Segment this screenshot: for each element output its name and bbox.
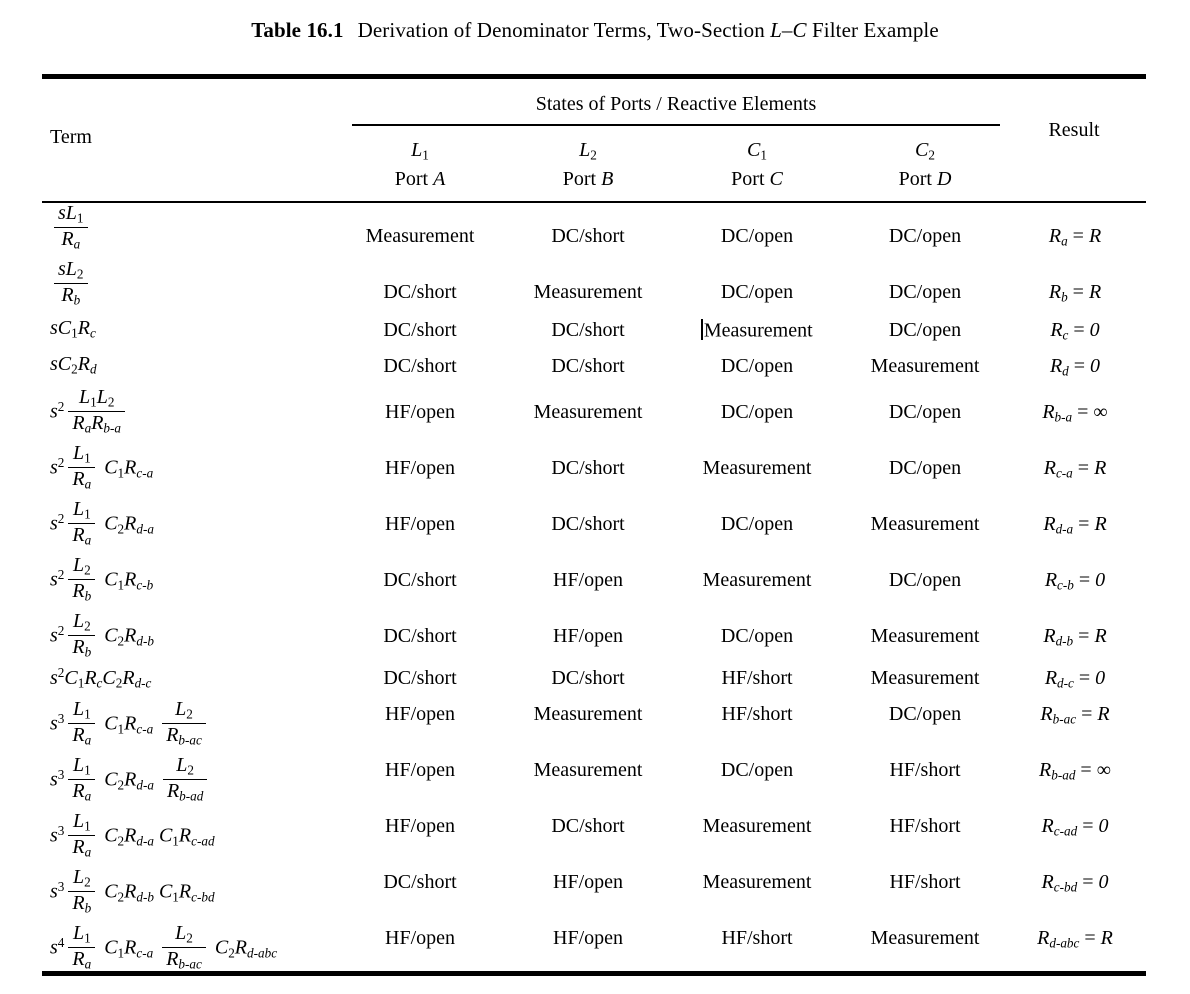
header-column-symbol: $C_1$ — [747, 139, 767, 163]
state-cell: HF/open — [553, 927, 623, 949]
header-column-symbol: $C_2$ — [915, 139, 935, 163]
state-cell: Measurement — [533, 281, 643, 303]
state-cell: DC/open — [720, 225, 794, 247]
state-cell: HF/open — [553, 871, 623, 893]
state-cell: HF/open — [385, 759, 455, 781]
term-cell: $s^4$ $\frac{L_1}{R_a}$ $C_1R_{c-a}$ $\frac{L_2}{R_{b-ac}}$ $C_2R_{d-abc}$ — [50, 922, 278, 972]
table-caption-italic: L–C — [770, 18, 807, 42]
state-cell: Measurement — [702, 815, 812, 837]
state-cell: DC/open — [720, 281, 794, 303]
term-cell: $s^2$ $\frac{L_2}{R_b}$ $C_2R_{d-b}$ — [50, 610, 154, 660]
state-cell: DC/open — [720, 625, 794, 647]
term-cell: $s^2$ $\frac{L_2}{R_b}$ $C_1R_{c-b}$ — [50, 554, 154, 604]
state-cell: HF/short — [721, 927, 793, 949]
state-cell: Measurement — [702, 569, 812, 591]
state-cell: Measurement — [702, 457, 812, 479]
result-cell: $R_{d-c} = 0$ — [1044, 667, 1106, 691]
state-cell: HF/short — [889, 815, 961, 837]
result-cell: $R_{b-a}$ = ∞ — [1042, 401, 1108, 425]
state-cell: HF/short — [889, 759, 961, 781]
state-cell: DC/open — [888, 225, 962, 247]
state-cell: DC/open — [888, 401, 962, 423]
result-cell: $R_a = R$ — [1048, 225, 1102, 249]
header-column-symbol: $L_1$ — [411, 139, 429, 163]
header-term: Term — [50, 126, 92, 148]
state-cell: DC/open — [720, 355, 794, 377]
table-caption-text-before: Derivation of Denominator Terms, Two-Section — [357, 18, 771, 42]
state-cell: DC/short — [383, 319, 457, 341]
result-cell: $R_{c-a} = R$ — [1043, 457, 1107, 481]
state-cell: DC/short — [551, 815, 625, 837]
state-cell: DC/short — [383, 355, 457, 377]
header-result: Result — [1048, 119, 1100, 141]
table-caption-label: Table 16.1 — [251, 18, 344, 42]
state-cell: Measurement — [533, 401, 643, 423]
term-cell: $s^2$ $\frac{L_1}{R_a}$ $C_2R_{d-a}$ — [50, 498, 154, 548]
state-cell: DC/short — [551, 457, 625, 479]
state-cell: DC/open — [888, 281, 962, 303]
result-cell: $R_{b-ac} = R$ — [1040, 703, 1110, 727]
state-cell: DC/open — [888, 569, 962, 591]
state-cell: DC/open — [720, 401, 794, 423]
state-cell: Measurement — [533, 703, 643, 725]
header-span-rule — [352, 124, 1000, 126]
result-cell: $R_{d-b} = R$ — [1043, 625, 1107, 649]
state-cell: DC/short — [383, 569, 457, 591]
result-cell: $R_{c-b} = 0$ — [1044, 569, 1106, 593]
header-column-port: Port C — [731, 168, 783, 190]
table-top-rule — [42, 74, 1146, 79]
header-column-l1 — [345, 136, 495, 194]
header-column-port: Port B — [562, 168, 614, 190]
state-cell: DC/short — [383, 871, 457, 893]
result-cell: $R_{d-abc} = R$ — [1037, 927, 1113, 951]
state-cell: HF/open — [385, 513, 455, 535]
state-cell: HF/open — [385, 927, 455, 949]
header-column-port: Port D — [898, 168, 952, 190]
result-cell: $R_b = R$ — [1048, 281, 1102, 305]
term-cell: $sC_2R_d$ — [50, 353, 97, 377]
state-cell: HF/short — [889, 871, 961, 893]
state-cell: Measurement — [870, 355, 980, 377]
term-cell: $s^3$ $\frac{L_2}{R_b}$ $C_2R_{d-b}$ $C_1R_{c-bd}$ — [50, 866, 215, 916]
result-cell: $R_{d-a} = R$ — [1043, 513, 1107, 537]
state-cell: Measurement — [662, 319, 852, 342]
state-cell: HF/open — [553, 569, 623, 591]
header-column-l2 — [513, 136, 663, 194]
state-cell: DC/open — [888, 703, 962, 725]
state-cell: HF/open — [385, 401, 455, 423]
text-cursor — [701, 319, 703, 340]
term-cell: $\frac{sL_1}{R_a}$ — [50, 205, 92, 253]
header-column-symbol: $L_2$ — [579, 139, 597, 163]
state-cell: DC/short — [383, 625, 457, 647]
state-cell: HF/open — [385, 815, 455, 837]
term-cell: $s^3$ $\frac{L_1}{R_a}$ $C_2R_{d-a}$ $C_1R_{c-ad}$ — [50, 810, 215, 860]
table-caption — [0, 18, 1190, 43]
term-cell: $s^2$ $\frac{L_1L_2}{R_aR_{b-a}}$ — [50, 389, 129, 437]
state-cell: DC/open — [720, 759, 794, 781]
state-cell: Measurement — [870, 927, 980, 949]
header-group-label: States of Ports / Reactive Elements — [535, 93, 817, 115]
state-cell: Measurement — [870, 513, 980, 535]
result-cell: $R_c = 0$ — [1050, 319, 1100, 343]
state-cell: DC/short — [551, 667, 625, 689]
term-cell: $s^2$ $\frac{L_1}{R_a}$ $C_1R_{c-a}$ — [50, 442, 154, 492]
table-caption-text-after: Filter Example — [806, 18, 939, 42]
state-cell: HF/short — [721, 667, 793, 689]
term-cell: $s^3$ $\frac{L_1}{R_a}$ $C_2R_{d-a}$ $\frac{L_2}{R_{b-ad}}$ — [50, 757, 211, 805]
state-cell: HF/open — [385, 703, 455, 725]
state-cell: DC/open — [888, 457, 962, 479]
state-cell: DC/short — [551, 319, 625, 341]
state-cell: DC/short — [551, 225, 625, 247]
result-cell: $R_{b-ad}$ = ∞ — [1039, 759, 1111, 783]
table-body — [0, 203, 1190, 973]
state-cell: DC/short — [383, 667, 457, 689]
term-cell: $s^3$ $\frac{L_1}{R_a}$ $C_1R_{c-a}$ $\frac{L_2}{R_{b-ac}}$ — [50, 701, 210, 749]
header-column-port: Port A — [394, 168, 446, 190]
header-column-c1 — [682, 136, 832, 194]
state-cell: DC/short — [383, 281, 457, 303]
state-cell: DC/open — [720, 513, 794, 535]
state-cell: Measurement — [533, 759, 643, 781]
state-cell: HF/short — [721, 703, 793, 725]
term-cell: $\frac{sL_2}{R_b}$ — [50, 261, 92, 309]
result-cell: $R_{c-ad} = 0$ — [1041, 815, 1109, 839]
state-cell: Measurement — [365, 225, 475, 247]
state-cell: DC/short — [551, 355, 625, 377]
state-cell: Measurement — [702, 871, 812, 893]
term-cell: $sC_1R_c$ — [50, 317, 96, 341]
state-cell: DC/open — [888, 319, 962, 341]
result-cell: $R_d = 0$ — [1049, 355, 1101, 379]
state-cell: HF/open — [553, 625, 623, 647]
term-cell: $s^2C_1R_cC_2R_{d-c}$ — [50, 665, 152, 691]
header-column-c2 — [850, 136, 1000, 194]
state-cell: HF/open — [385, 457, 455, 479]
state-cell: DC/short — [551, 513, 625, 535]
state-cell: Measurement — [870, 667, 980, 689]
result-cell: $R_{c-bd} = 0$ — [1041, 871, 1109, 895]
state-cell: Measurement — [870, 625, 980, 647]
